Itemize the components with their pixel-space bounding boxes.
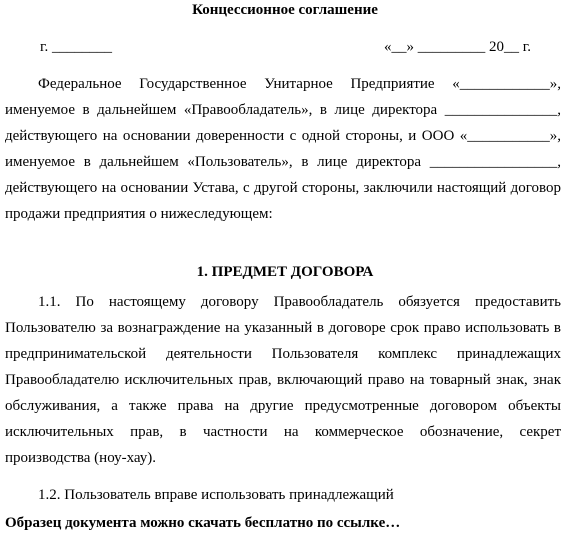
clause-1-1: 1.1. По настоящему договору Правообладатель обязуется предоставить Пользователю за вознаграждение на указанный в договоре срок право использовать в предпринимательской деятельности Пользователя комплекс принадлежащих Правообладателю исключительных прав, включающий право на товарный знак, знак обслуживания, а также права на другие предусмотренные договором объекты исключительных прав, в частности на коммерческое обозначение, секрет производства (ноу-хау). bbox=[5, 294, 561, 466]
document-title: Концессионное соглашение bbox=[192, 2, 378, 18]
section-title: 1. ПРЕДМЕТ ДОГОВОРА bbox=[196, 264, 374, 280]
download-link[interactable]: Образец документа можно скачать бесплатно по ссылке… bbox=[5, 515, 401, 531]
place-line: г. ________ bbox=[40, 39, 112, 55]
intro-paragraph: Федеральное Государственное Унитарное Предприятие «____________», именуемое в дальнейшем «Правообладатель», в лице директора _______________, действующего на основании доверенности с одной стороны, и ООО «___________», именуемое в дальнейшем «Пользователь», в лице директора _________________, действующего на основании Устава, с другой стороны, заключили настоящий договор продажи предприятия о нижеследующем: bbox=[5, 76, 561, 222]
date-line: «__» _________ 20__ г. bbox=[384, 39, 531, 55]
clause-1-2: 1.2. Пользователь вправе использовать принадлежащий bbox=[38, 487, 394, 503]
